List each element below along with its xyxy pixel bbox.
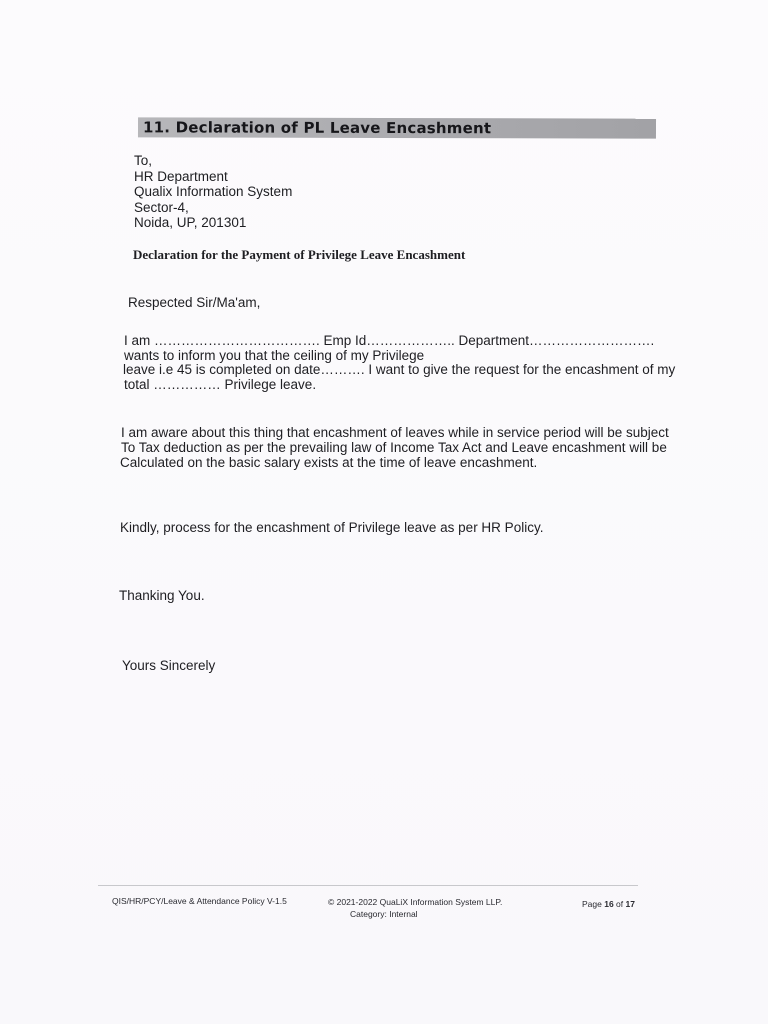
page-total: 17	[625, 899, 635, 909]
paragraph-line: I am ………………………………. Emp Id……………….. Department……………………….	[124, 333, 655, 348]
section-heading: 11. Declaration of PL Leave Encashment	[142, 118, 492, 138]
footer-page-number	[582, 899, 635, 909]
salutation: Respected Sir/Ma'am,	[128, 295, 261, 310]
page-current: 16	[604, 899, 614, 909]
paragraph-line: leave i.e 45 is completed on date………. I want to give the request for the encashment of my	[123, 362, 676, 377]
paragraph-line: wants to inform you that the ceiling of my Privilege	[124, 348, 425, 363]
declaration-title: Declaration for the Payment of Privilege Leave Encashment	[133, 247, 466, 262]
footer-copyright: © 2021-2022 QuaLiX Information System LLP.	[328, 897, 503, 907]
paragraph-line: total …………… Privilege leave.	[124, 377, 317, 392]
paragraph-line: Calculated on the basic salary exists at the time of leave encashment.	[120, 455, 538, 470]
paragraph-line: I am aware about this thing that encashment of leaves while in service period will be subject	[121, 425, 669, 440]
footer-divider	[98, 885, 638, 886]
paragraph-line: To Tax deduction as per the prevailing law of Income Tax Act and Leave encashment will be	[121, 440, 667, 455]
address-line: HR Department	[134, 168, 228, 184]
recipient-address	[134, 153, 292, 231]
request-line: Kindly, process for the encashment of Privilege leave as per HR Policy.	[120, 520, 544, 535]
footer-doc-reference: QIS/HR/PCY/Leave & Attendance Policy V-1.5	[112, 896, 287, 906]
address-line: Noida, UP, 201301	[134, 215, 247, 231]
address-line: To,	[134, 153, 153, 168]
page-prefix: Page	[582, 899, 605, 909]
address-line: Qualix Information System	[134, 184, 293, 200]
thanks-line: Thanking You.	[119, 588, 205, 603]
closing-line: Yours Sincerely	[122, 658, 216, 673]
footer-category: Category: Internal	[350, 909, 418, 919]
page-of: of	[613, 899, 626, 909]
address-line: Sector-4,	[134, 199, 189, 215]
section-heading-banner	[138, 117, 656, 138]
